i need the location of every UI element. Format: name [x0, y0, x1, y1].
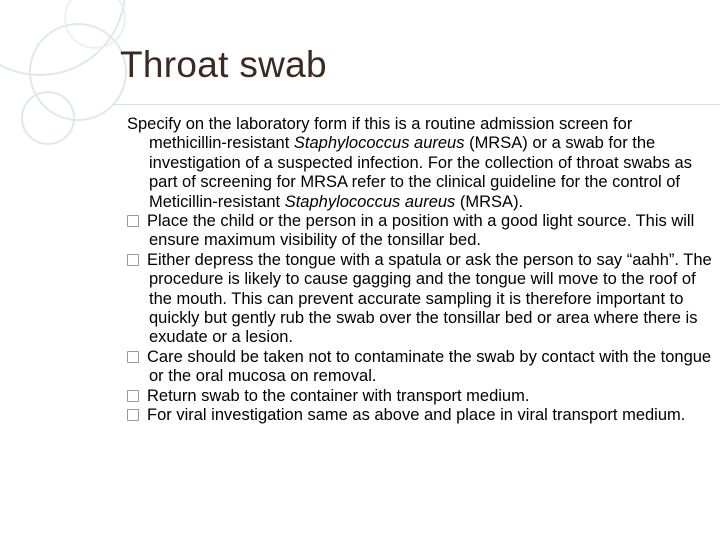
- bullet-text: For viral investigation same as above and place in viral transport medium.: [147, 406, 686, 425]
- intro-text-2: (MRSA) or a swab for the investigation of a suspected infection. For the collection of throat swabs as part of screening for MRSA refer to the clinical guideline for the control of Meticillin-resistant: [149, 134, 692, 211]
- bullet-text: Care should be taken not to contaminate the swab by contact with the tongue or the oral mucosa on removal.: [147, 347, 712, 386]
- bullet-text: Return swab to the container with transport medium.: [147, 386, 530, 405]
- bullet-box-icon: [127, 215, 139, 227]
- bullet-box-icon: [127, 390, 139, 402]
- bullet-item: [127, 387, 712, 406]
- bullet-box-icon: [127, 409, 139, 421]
- bullet-item: [127, 406, 712, 425]
- intro-italic-2: Staphylococcus aureus: [284, 192, 456, 211]
- bullet-box-icon: [127, 254, 139, 266]
- bullet-text: Either depress the tongue with a spatula or ask the person to say “aahh”. The procedure is likely to cause gagging and the tongue will move to the roof of the mouth. This can prevent accurate sampling it is therefore important to quickly but gently rub the swab over the tonsillar bed or area where there is exudate or a lesion.: [147, 250, 712, 347]
- bullet-item: [127, 348, 712, 387]
- intro-text-1: Specify on the laboratory form if this is a routine admission screen for methicillin-resistant: [127, 115, 633, 153]
- intro-italic-1: Staphylococcus aureus: [293, 134, 465, 153]
- bullet-item: [127, 251, 712, 348]
- bullet-text: Place the child or the person in a position with a good light source. This will ensure maximum visibility of the tonsillar bed.: [147, 212, 695, 250]
- bullet-item: [127, 212, 712, 251]
- intro-text-3: (MRSA).: [455, 192, 524, 211]
- title-divider: [112, 104, 720, 105]
- slide-body: [127, 115, 712, 426]
- deco-circle-medium: [30, 24, 126, 120]
- deco-circle-large: [0, 0, 125, 75]
- slide-title: Throat swab: [120, 44, 327, 85]
- intro-paragraph: [127, 115, 712, 212]
- bullet-box-icon: [127, 351, 139, 363]
